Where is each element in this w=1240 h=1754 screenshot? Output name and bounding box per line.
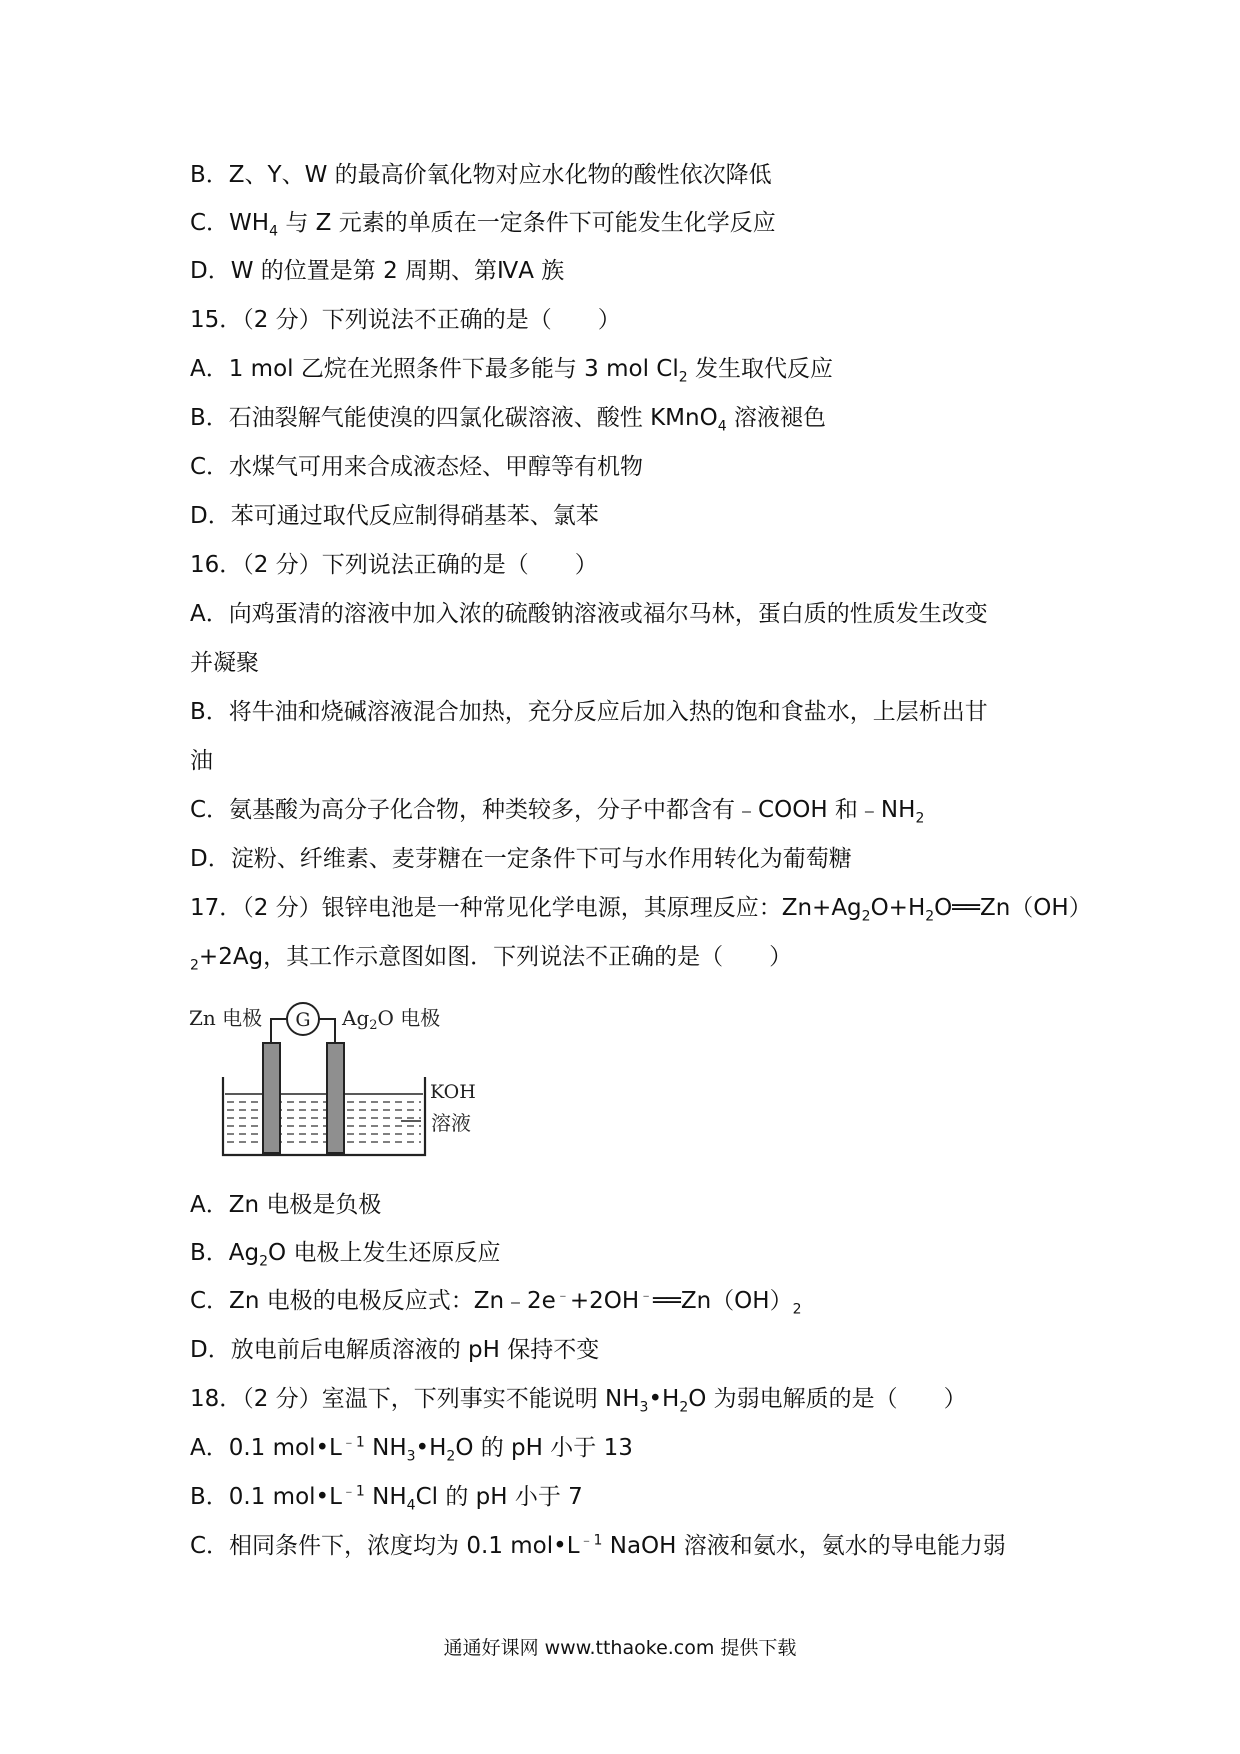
question-line [190,599,988,629]
line-text: O 的 pH 小于 13 [455,1435,633,1461]
superscript: ﹣1 [341,1434,365,1451]
question-line [190,550,598,580]
subscript: 2 [915,810,925,827]
question-line [190,1238,500,1268]
line-text: D．苯可通过取代反应制得硝基苯、氯苯 [190,503,599,529]
question-line [190,1384,967,1414]
line-text: NaOH 溶液和氨水，氨水的导电能力弱 [602,1533,1006,1559]
question-line [190,648,259,678]
beaker [223,1077,425,1155]
line-text: O 为弱电解质的是（ ） [688,1386,967,1412]
page-footer: 通通好课网 www.tthaoke.com 提供下载 [443,1637,797,1659]
line-text: Cl 的 pH 小于 7 [415,1484,583,1510]
question-line [190,256,564,286]
line-text: •H [415,1435,447,1461]
line-text: B．将牛油和烧碱溶液混合加热，充分反应后加入热的饱和食盐水，上层析出甘 [190,699,988,725]
ag2o-electrode [327,1043,344,1153]
solution-label: 溶液 [431,1111,471,1135]
line-text: 溶液褪色 [726,405,826,431]
question-line [190,160,772,190]
question-line [190,746,213,776]
question-line [190,1433,633,1463]
line-text: 15．（2 分）下列说法不正确的是（ ） [190,307,621,333]
subscript: 3 [406,1448,416,1465]
question-line [190,1286,802,1316]
subscript: 2 [792,1301,802,1318]
subscript: 4 [717,418,727,435]
question-line [190,305,621,335]
question-line [190,1190,381,1220]
question-line [190,1482,583,1512]
question-line [190,795,924,825]
line-text: NH [364,1484,407,1510]
line-text: C．水煤气可用来合成液态烃、甲醇等有机物 [190,454,644,480]
line-text: B．0.1 mol•L [190,1484,342,1510]
line-text: 油 [190,748,213,774]
question-line [190,844,852,874]
subscript: 2 [446,1448,456,1465]
line-text: ══Zn（OH） [653,1288,793,1314]
question-line [190,697,988,727]
line-text: C．相同条件下，浓度均为 0.1 mol•L [190,1533,580,1559]
line-text: B．石油裂解气能使溴的四氯化碳溶液、酸性 KMnO [190,405,718,431]
subscript: 2 [678,369,688,386]
line-text: 发生取代反应 [687,356,833,382]
ag2o-electrode-label: $Ag_2O$ 电极 [342,1006,441,1033]
line-text: 并凝聚 [190,650,259,676]
line-text: A．1 mol 乙烷在光照条件下最多能与 3 mol Cl [190,356,679,382]
superscript: ﹣ [639,1287,654,1304]
zn-electrode [263,1043,280,1153]
line-text: D．W 的位置是第 2 周期、第ⅣA 族 [190,258,565,284]
line-text: 17．（2 分）银锌电池是一种常见化学电源，其原理反应：Zn+Ag [190,895,862,921]
line-text: 18．（2 分）室温下，下列事实不能说明 NH [190,1386,640,1412]
line-text: C．氨基酸为高分子化合物，种类较多，分子中都含有﹣COOH 和﹣NH [190,797,916,823]
subscript: 2 [190,957,199,974]
line-text: O══Zn（OH） [934,895,1092,921]
line-text: NH [364,1435,407,1461]
line-text: +2Ag，其工作示意图如图．下列说法不正确的是（ ） [198,944,793,970]
line-text: A．Zn 电极是负极 [190,1192,382,1218]
wire [319,1019,335,1045]
subscript: 4 [269,223,279,240]
line-text: B．Z、Y、W 的最高价氧化物对应水化物的酸性依次降低 [190,162,772,188]
question-line [190,893,1092,923]
question-line [190,942,792,972]
wire [271,1019,287,1045]
subscript: 2 [861,908,871,925]
line-text: A．向鸡蛋清的溶液中加入浓的硫酸钠溶液或福尔马林，蛋白质的性质发生改变 [190,601,988,627]
line-text: O 电极上发生还原反应 [268,1240,501,1266]
zn-electrode-label: Zn 电极 [189,1006,263,1030]
subscript: 3 [639,1399,649,1416]
question-line [190,501,599,531]
subscript: 2 [259,1253,269,1270]
line-text: •H [648,1386,680,1412]
line-text: 16．（2 分）下列说法正确的是（ ） [190,552,598,578]
line-text: D．放电前后电解质溶液的 pH 保持不变 [190,1337,600,1363]
subscript: 2 [925,908,935,925]
koh-label: KOH [430,1081,476,1103]
line-text: 与 Z 元素的单质在一定条件下可能发生化学反应 [278,210,776,236]
question-line [190,1531,1006,1561]
question-line [190,403,826,433]
subscript: 2 [679,1399,689,1416]
superscript: ﹣1 [579,1532,603,1549]
line-text: C．Zn 电极的电极反应式：Zn﹣2e [190,1288,556,1314]
galvanometer-label: G [295,1009,311,1031]
question-line [190,1335,599,1365]
question-line [190,354,833,384]
line-text: D．淀粉、纤维素、麦芽糖在一定条件下可与水作用转化为葡萄糖 [190,846,852,872]
superscript: ﹣1 [341,1483,365,1500]
superscript: ﹣ [555,1287,570,1304]
question-line [190,208,776,238]
question-line [190,452,643,482]
line-text: A．0.1 mol•L [190,1435,342,1461]
subscript: 4 [406,1497,416,1514]
electrolyte-lines [227,1102,421,1142]
battery-diagram [185,995,476,1170]
line-text: +2OH [569,1288,640,1314]
line-text: O+H [870,895,926,921]
line-text: C．WH [190,210,270,236]
line-text: B．Ag [190,1240,260,1266]
